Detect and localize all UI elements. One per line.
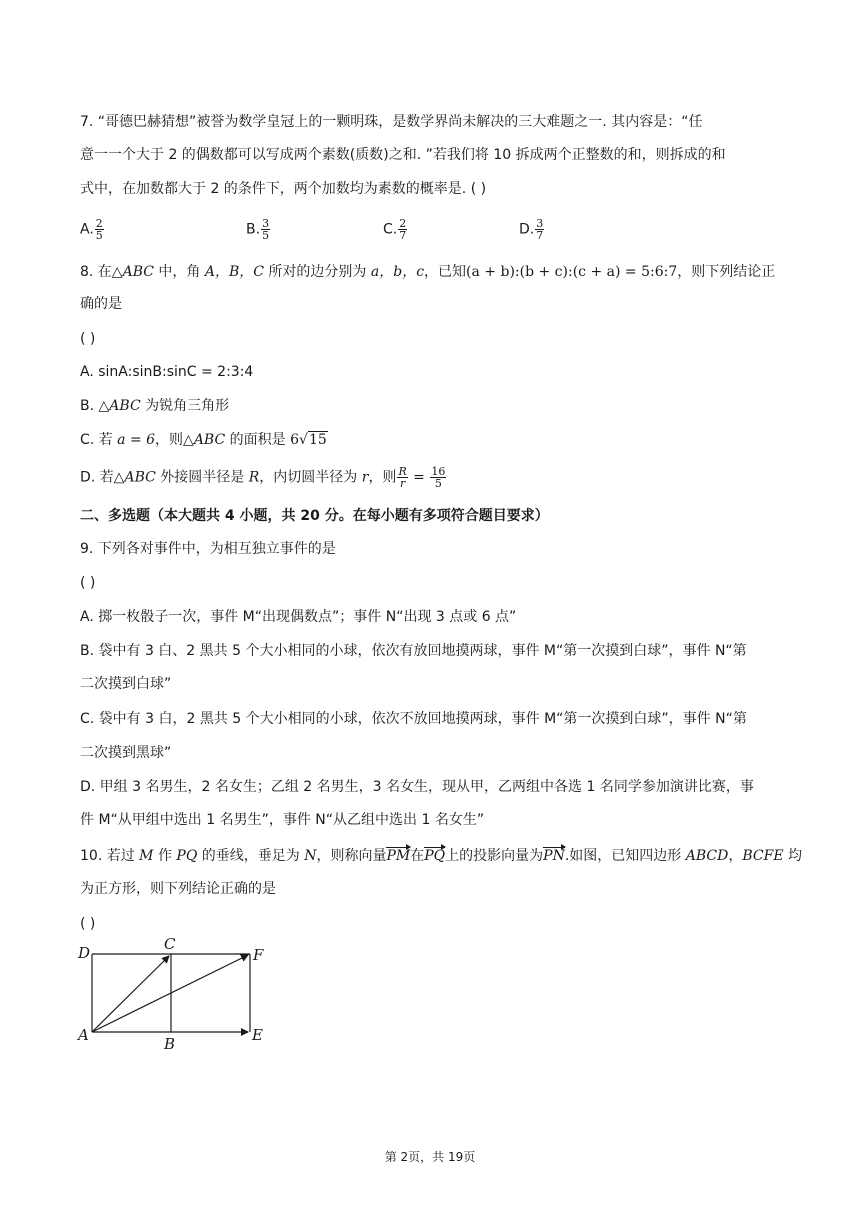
q7-option-c	[383, 218, 408, 241]
vector-af	[92, 955, 248, 1032]
label-f: F	[253, 946, 264, 964]
section-title: 二、多选题（本大题共 4 小题，共 20 分。在每小题有多项符合题目要求）	[80, 508, 549, 524]
option-fraction: $\frac{3}{7}$	[536, 217, 544, 242]
page-footer: 第 2页，共 19页	[384, 1150, 476, 1164]
q7-option-b	[246, 218, 271, 241]
q7-option-a	[80, 218, 105, 241]
q8-paren: ( )	[80, 331, 96, 347]
option-fraction: $\frac{3}{5}$	[262, 217, 270, 242]
q8-option-d: D. 若△ABC 外接圆半径是 R，内切圆半径为 r，则 $\frac{R}{r}$ = $\frac{16}{5}$	[80, 465, 446, 490]
q8-option-a: A. sinA:sinB:sinC = 2:3:4	[80, 364, 254, 380]
q8-option-c: C. 若 a = 6，则△ABC 的面积是 6√15	[80, 432, 327, 448]
option-label: D.	[519, 221, 535, 238]
option-label: A.	[80, 221, 94, 238]
vector-ac	[92, 956, 169, 1032]
q8-line-1: 8. 在△ABC 中，角 A，B，C 所对的边分别为 a，b，c，已知(a + b):(b + c):(c + a) = 5:6:7，则下列结论正	[80, 264, 776, 280]
q10-paren: ( )	[80, 916, 96, 932]
q9-option-d-line-1: D. 甲组 3 名男生，2 名女生；乙组 2 名男生，3 名女生，现从甲，乙两组中各选 1 名同学参加演讲比赛，事	[80, 779, 754, 795]
q10-line-1: 10. 若过 M 作 PQ 的垂线，垂足为 N，则称向量PM在PQ上的投影向量为PN.如图，已知四边形 ABCD，BCFE 均	[80, 848, 802, 864]
label-d: D	[78, 944, 91, 962]
q9-option-d-line-2: 件 M“从甲组中选出 1 名男生”，事件 N“从乙组中选出 1 名女生”	[80, 812, 485, 828]
q9-option-b-line-2: 二次摸到白球”	[80, 676, 172, 692]
q7-line-1: 7. “哥德巴赫猜想”被誉为数学皇冠上的一颗明珠，是数学界尚未解决的三大难题之一. 其内容是：“任	[80, 114, 703, 130]
q9-option-b-line-1: B. 袋中有 3 白、2 黑共 5 个大小相同的小球，依次有放回地摸两球，事件 M“第一次摸到白球”，事件 N“第	[80, 643, 747, 659]
label-a: A	[78, 1026, 89, 1044]
label-e: E	[252, 1026, 263, 1044]
q8-line-2: 确的是	[80, 296, 122, 312]
q9-option-c-line-2: 二次摸到黑球”	[80, 745, 172, 761]
q9-paren: ( )	[80, 575, 96, 591]
label-c: C	[164, 935, 176, 953]
q7-line-2: 意一一个大于 2 的偶数都可以写成两个素数(质数)之和. ”若我们将 10 拆成两个正整数的和，则拆成的和	[80, 147, 726, 163]
q9-stem: 9. 下列各对事件中，为相互独立事件的是	[80, 541, 336, 557]
option-label: B.	[246, 221, 261, 238]
option-fraction: $\frac{2}{7}$	[399, 217, 407, 242]
q7-line-3: 式中，在加数都大于 2 的条件下，两个加数均为素数的概率是. ( )	[80, 181, 487, 197]
option-fraction: $\frac{2}{5}$	[95, 217, 103, 242]
q10-line-2: 为正方形，则下列结论正确的是	[80, 881, 276, 897]
q9-option-a: A. 掷一枚骰子一次，事件 M“出现偶数点”；事件 N“出现 3 点或 6 点”	[80, 609, 517, 625]
square-vector-figure	[74, 932, 274, 1052]
q9-option-c-line-1: C. 袋中有 3 白，2 黑共 5 个大小相同的小球，依次不放回地摸两球，事件 M“第一次摸到白球”，事件 N“第	[80, 711, 747, 727]
label-b: B	[164, 1035, 176, 1052]
option-label: C.	[383, 221, 398, 238]
q7-option-d	[519, 218, 545, 241]
q8-option-b: B. △ABC 为锐角三角形	[80, 398, 230, 414]
